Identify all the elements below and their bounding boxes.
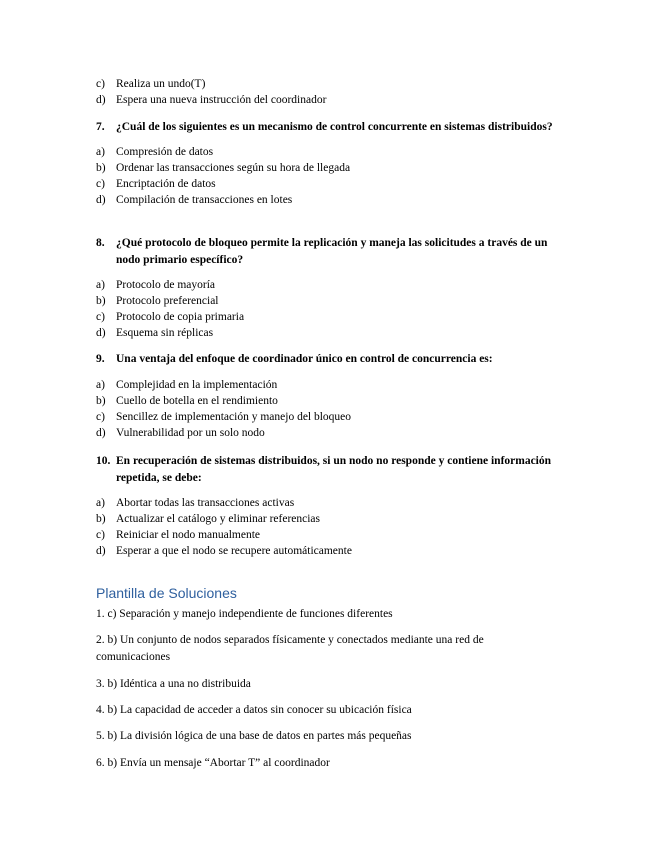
solution-item-2: 2. b) Un conjunto de nodos separados físicamente y conectados mediante una red de comunicaciones bbox=[96, 634, 484, 663]
option-c: c) Sencillez de implementación y manejo del bloqueo bbox=[96, 411, 352, 423]
question-8 bbox=[96, 235, 566, 341]
option-b: b) Actualizar el catálogo y eliminar referencias bbox=[96, 513, 321, 525]
option-a: a) Protocolo de mayoría bbox=[96, 279, 216, 291]
question-text: 8. ¿Qué protocolo de bloqueo permite la replicación y maneja las solicitudes a través de un nodo primario específico? bbox=[96, 237, 548, 266]
option-a: a) Abortar todas las transacciones activas bbox=[96, 497, 295, 509]
question-10 bbox=[96, 453, 566, 559]
solution-item-1: 1. c) Separación y manejo independiente de funciones diferentes bbox=[96, 608, 393, 620]
option-b: b) Protocolo preferencial bbox=[96, 295, 219, 307]
question-text: 10. En recuperación de sistemas distribuidos, si un nodo no responde y contiene información repetida, se debe: bbox=[96, 455, 552, 484]
question-text: 7. ¿Cuál de los siguientes es un mecanismo de control concurrente en sistemas distribuidos? bbox=[96, 121, 553, 133]
solutions-heading: Plantilla de Soluciones bbox=[96, 585, 237, 601]
question-9 bbox=[96, 351, 566, 441]
option-d: d) Espera una nueva instrucción del coordinador bbox=[96, 94, 327, 106]
solution-item-3: 3. b) Idéntica a una no distribuida bbox=[96, 678, 251, 690]
solution-item-5: 5. b) La división lógica de una base de datos en partes más pequeñas bbox=[96, 730, 412, 742]
option-d: d) Esperar a que el nodo se recupere automáticamente bbox=[96, 545, 352, 557]
option-b: b) Ordenar las transacciones según su hora de llegada bbox=[96, 162, 351, 174]
option-c: c) Reiniciar el nodo manualmente bbox=[96, 529, 261, 541]
solution-item-4: 4. b) La capacidad de acceder a datos sin conocer su ubicación física bbox=[96, 704, 412, 716]
solution-item-6: 6. b) Envía un mensaje “Abortar T” al coordinador bbox=[96, 757, 330, 769]
option-b: b) Cuello de botella en el rendimiento bbox=[96, 395, 278, 407]
option-a: a) Complejidad en la implementación bbox=[96, 379, 278, 391]
option-d: d) Compilación de transacciones en lotes bbox=[96, 194, 293, 206]
previous-question-options bbox=[96, 76, 566, 108]
option-c: c) Realiza un undo(T) bbox=[96, 78, 206, 90]
option-a: a) Compresión de datos bbox=[96, 146, 214, 158]
option-c: c) Encriptación de datos bbox=[96, 178, 216, 190]
question-text: 9. Una ventaja del enfoque de coordinador único en control de concurrencia es: bbox=[96, 353, 493, 365]
option-c: c) Protocolo de copia primaria bbox=[96, 311, 245, 323]
option-d: d) Esquema sin réplicas bbox=[96, 327, 214, 339]
question-7 bbox=[96, 119, 566, 208]
option-d: d) Vulnerabilidad por un solo nodo bbox=[96, 427, 265, 439]
